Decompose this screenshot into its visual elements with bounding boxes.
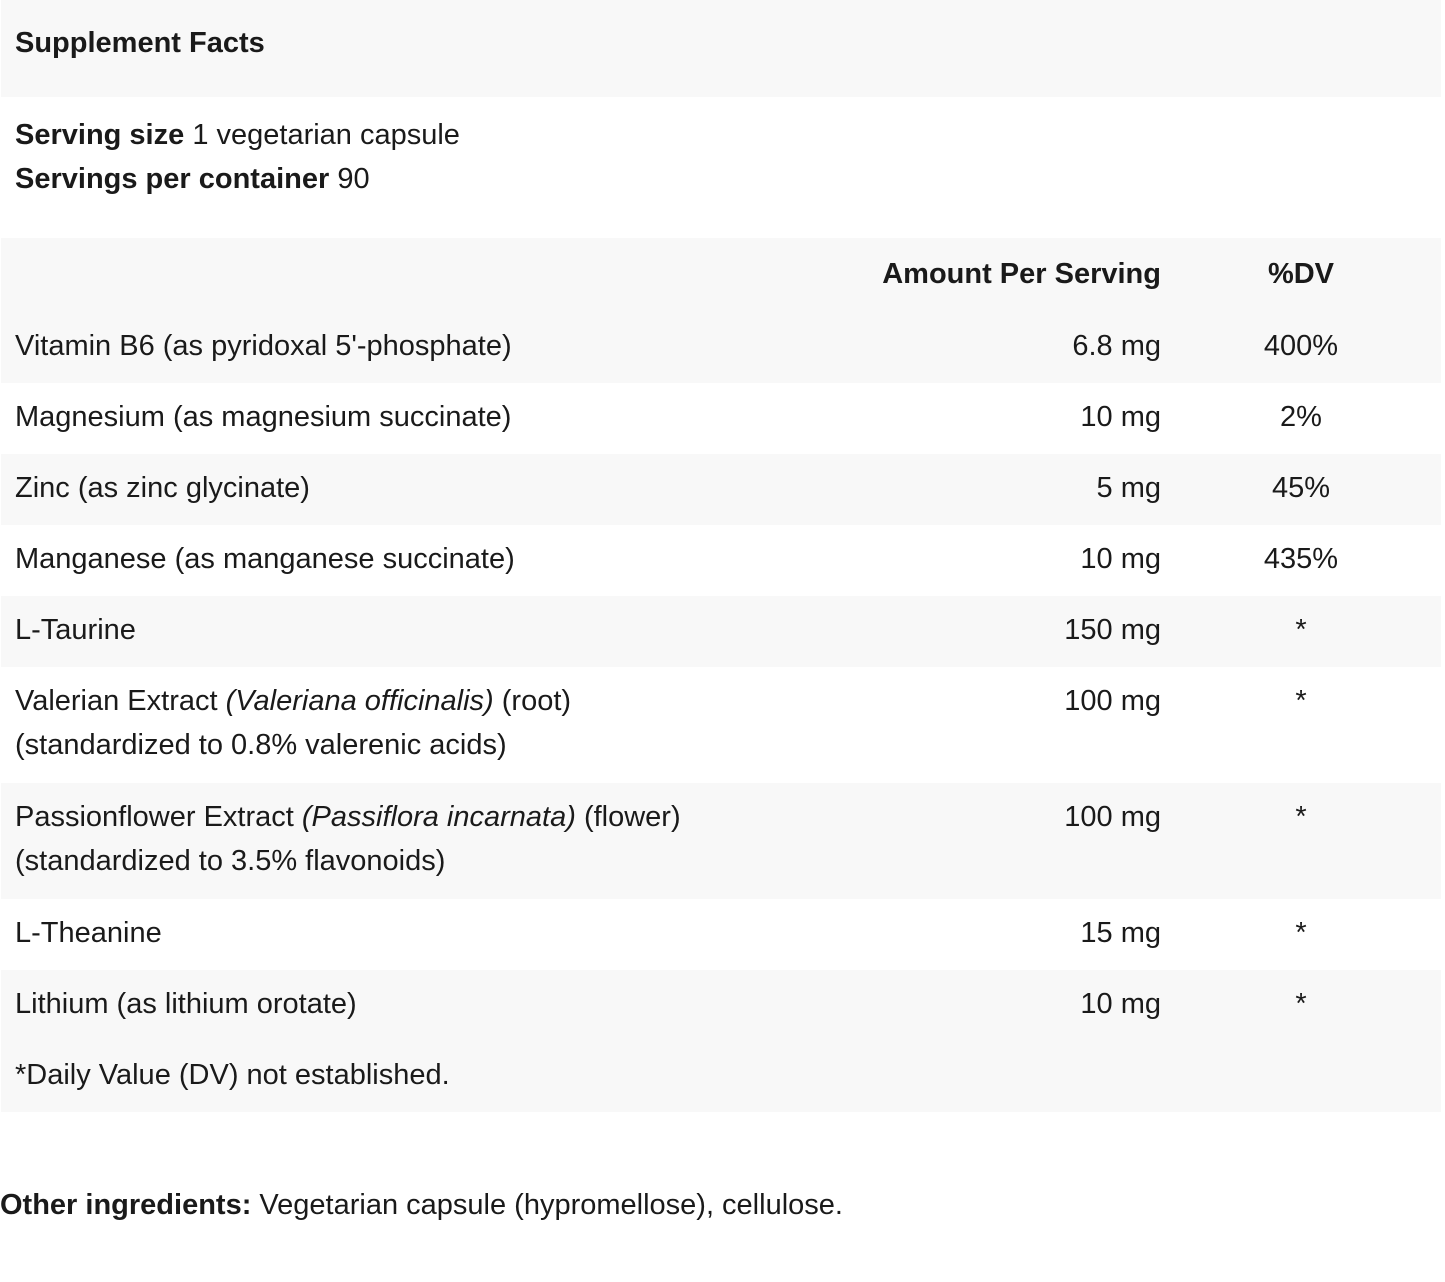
nutrient-name-line: [15, 395, 801, 439]
nutrient-name-line: [15, 795, 801, 839]
nutrient-label: Magnesium (as magnesium succinate): [15, 401, 512, 433]
serving-size-label: Serving size: [15, 119, 185, 151]
nutrient-label: Valerian Extract: [15, 685, 226, 717]
nutrient-name: [1, 596, 801, 667]
serving-size-line: [15, 113, 1441, 157]
nutrient-table: [1, 238, 1441, 1041]
nutrient-amount: 6.8 mg: [1072, 330, 1161, 362]
nutrient-dv: 435%: [1263, 543, 1339, 575]
nutrient-label: L-Taurine: [15, 614, 136, 646]
nutrient-dv: *: [1295, 988, 1307, 1020]
nutrient-dv: *: [1295, 685, 1307, 717]
nutrient-name: [1, 383, 801, 454]
nutrient-amount: 10 mg: [1080, 988, 1161, 1020]
table-row: [1, 667, 1441, 783]
table-row: [1, 454, 1441, 525]
panel-title-row: [1, 0, 1441, 97]
nutrient-amount: 5 mg: [1096, 472, 1161, 504]
nutrient-name-line: [15, 608, 801, 652]
nutrient-amount: 100 mg: [1064, 801, 1161, 833]
nutrient-name-line: [15, 911, 801, 955]
nutrient-label: Lithium (as lithium orotate): [15, 988, 357, 1020]
nutrient-amount: 100 mg: [1064, 685, 1161, 717]
nutrient-dv: *: [1295, 801, 1307, 833]
table-row: [1, 383, 1441, 454]
nutrient-name: [1, 525, 801, 596]
nutrient-name-line: [15, 982, 801, 1026]
footnote-text: *Daily Value (DV) not established.: [15, 1059, 450, 1091]
nutrient-dv: 45%: [1271, 472, 1331, 504]
header-amount: Amount Per Serving: [882, 258, 1161, 290]
nutrient-dv: *: [1295, 917, 1307, 949]
table-row: [1, 899, 1441, 970]
supplement-facts-panel: [1, 0, 1441, 1112]
nutrient-name-line: [15, 537, 801, 581]
nutrient-label: Manganese (as manganese succinate): [15, 543, 515, 575]
nutrient-label: Passionflower Extract: [15, 801, 302, 833]
nutrient-dv: 400%: [1263, 330, 1339, 362]
nutrient-label: Zinc (as zinc glycinate): [15, 472, 310, 504]
table-row: [1, 970, 1441, 1041]
nutrient-name: [1, 970, 801, 1041]
nutrient-name-line: [15, 679, 801, 723]
serving-info: [1, 97, 1441, 238]
table-row: [1, 783, 1441, 899]
serving-size-value: 1 vegetarian capsule: [192, 119, 460, 151]
other-ingredients: [0, 1183, 1445, 1227]
other-ingredients-label: Other ingredients:: [0, 1189, 252, 1221]
servings-per-container-value: 90: [337, 163, 370, 195]
nutrient-label: L-Theanine: [15, 917, 162, 949]
servings-per-container-line: [15, 157, 1441, 201]
standardization-note: (standardized to 3.5% flavonoids): [15, 845, 446, 877]
nutrient-name: [1, 783, 801, 899]
nutrient-label: Vitamin B6 (as pyridoxal 5'-phosphate): [15, 330, 512, 362]
nutrient-rows: [1, 312, 1441, 1041]
nutrient-dv: *: [1295, 614, 1307, 646]
header-dv: %DV: [1267, 258, 1335, 290]
panel-title: Supplement Facts: [15, 27, 265, 59]
table-row: [1, 312, 1441, 383]
nutrient-name-line: [15, 324, 801, 368]
scientific-name: (Valeriana officinalis): [225, 685, 494, 717]
table-row: [1, 596, 1441, 667]
nutrient-name: [1, 454, 801, 525]
nutrient-name: [1, 899, 801, 970]
table-row: [1, 525, 1441, 596]
servings-per-container-label: Servings per container: [15, 163, 330, 195]
standardization-note: (standardized to 0.8% valerenic acids): [15, 729, 507, 761]
table-header-row: [1, 238, 1441, 312]
other-ingredients-value: Vegetarian capsule (hypromellose), cellulose.: [251, 1189, 843, 1221]
plant-part: (flower): [575, 801, 681, 833]
nutrient-name: [1, 667, 801, 783]
nutrient-name-line: [15, 466, 801, 510]
plant-part: (root): [493, 685, 572, 717]
footnote: [1, 1041, 1441, 1112]
nutrient-name: [1, 312, 801, 383]
scientific-name: (Passiflora incarnata): [301, 801, 576, 833]
nutrient-amount: 10 mg: [1080, 401, 1161, 433]
nutrient-amount: 15 mg: [1080, 917, 1161, 949]
header-name-cell: [1, 238, 801, 312]
nutrient-amount: 150 mg: [1064, 614, 1161, 646]
nutrient-amount: 10 mg: [1080, 543, 1161, 575]
nutrient-dv: 2%: [1280, 401, 1322, 433]
